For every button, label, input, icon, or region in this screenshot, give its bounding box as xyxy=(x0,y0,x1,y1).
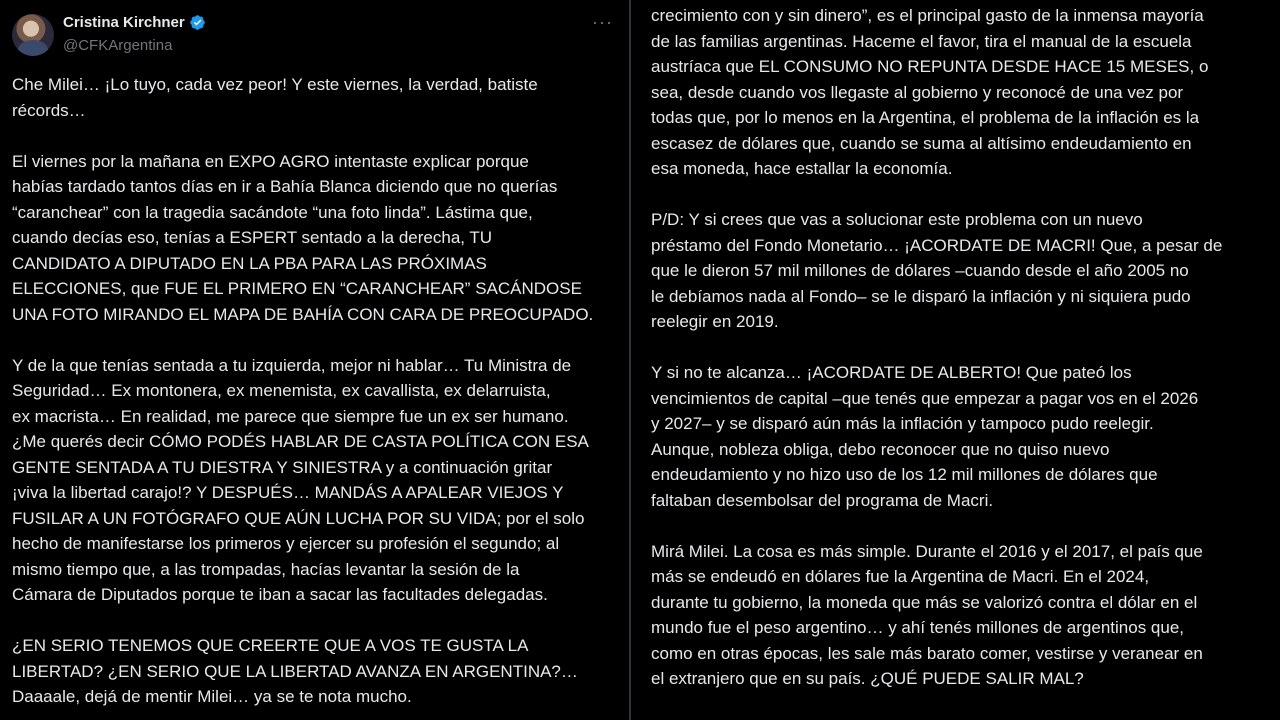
verified-badge-icon xyxy=(189,14,206,31)
more-options-icon[interactable]: ··· xyxy=(592,12,613,32)
tweet-paragraph: Che Milei… ¡Lo tuyo, cada vez peor! Y este viernes, la verdad, batiste récords… xyxy=(12,75,538,120)
tweet-panel-left xyxy=(0,0,628,720)
tweet-paragraph: ¿EN SERIO TENEMOS QUE CREERTE QUE A VOS TE GUSTA LA LIBERTAD? ¿EN SERIO QUE LA LIBERTAD AVANZA EN ARGENTINA?… Daaaale, dejá de mentir Milei… ya se te nota mucho. xyxy=(12,636,578,706)
author-handle[interactable]: @CFKArgentina xyxy=(63,37,173,54)
tweet-paragraph: El viernes por la mañana en EXPO AGRO intentaste explicar porque habías tardado tantos días en ir a Bahía Blanca diciendo que no querías “caranchear” con la tragedia sacándote “una foto linda”. Lástima que, cuando decías eso, tenías a ESPERT sentado a la derecha, TU CANDIDATO A DIPUTADO EN LA PBA PARA LAS PRÓXIMAS ELECCIONES, que FUE EL PRIMERO EN “CARANCHEAR” SACÁNDOSE UNA FOTO MIRANDO EL MAPA DE BAHÍA CON CARA DE PREOCUPADO. xyxy=(12,151,594,324)
author-row xyxy=(63,14,206,31)
avatar[interactable] xyxy=(12,14,54,56)
tweet-paragraph: crecimiento con y sin dinero”, es el principal gasto de la inmensa mayoría de las familias argentinas. Haceme el favor, tira el manual de la escuela austríaca que EL CONSUMO NO REPUNTA DESDE HACE 15 MESES, o sea, desde cuando vos llegaste al gobierno y reconocé de una vez por todas que, por lo menos en la Argentina, el problema de la inflación es la escasez de dólares que, cuando se suma al altísimo endeudamiento en esa moneda, hace estallar la economía. xyxy=(651,6,1209,178)
tweet-paragraph: P/D: Y si crees que vas a solucionar este problema con un nuevo préstamo del Fondo Monetario… ¡ACORDATE DE MACRI! Que, a pesar de que le dieron 57 mil millones de dólares –cuando desde el año 2005 no le debíamos nada al Fondo– se le disparó la inflación y ni siquiera pudo reelegir en 2019. xyxy=(651,210,1223,331)
panel-divider xyxy=(629,0,631,720)
tweet-paragraph: Mirá Milei. La cosa es más simple. Durante el 2016 y el 2017, el país que más se endeudó en dólares fue la Argentina de Macri. En el 2024, durante tu gobierno, la moneda que más se valorizó contra el dólar en el mundo fue el peso argentino… y ahí tenés millones de argentinos que, como en otras épocas, les sale más barato comer, vestirse y veranear en el extranjero que en su país. ¿QUÉ PUEDE SALIR MAL? xyxy=(651,541,1203,688)
author-name[interactable]: Cristina Kirchner xyxy=(63,14,185,31)
tweet-paragraph: Y de la que tenías sentada a tu izquierda, mejor ni hablar… Tu Ministra de Seguridad… Ex montonera, ex menemista, ex cavallista, ex delarruista, ex macrista… En realidad, me parece que siempre fue un ex ser humano. ¿Me querés decir CÓMO PODÉS HABLAR DE CASTA POLÍTICA CON ESA GENTE SENTADA A TU DIESTRA Y SINIESTRA y a continuación gritar ¡viva la libertad carajo!? Y DESPUÉS… MANDÁS A APALEAR VIEJOS Y FUSILAR A UN FOTÓGRAFO QUE AÚN LUCHA POR SU VIDA; por el solo hecho de manifestarse los primeros y ejercer su profesión el segundo; al mismo tiempo que, a las trompadas, hacías levantar la sesión de la Cámara de Diputados porque te iban a sacar las facultades delegadas. xyxy=(12,355,589,604)
tweet-paragraph: Y si no te alcanza… ¡ACORDATE DE ALBERTO! Que pateó los vencimientos de capital –que tenés que empezar a pagar vos en el 2026 y 2027– y se disparó aún más la inflación y tampoco pudo reelegir. Aunque, nobleza obliga, debo reconocer que no quiso nuevo endeudamiento y no hizo uso de los 12 mil millones de dólares que faltaban desembolsar del programa de Macri. xyxy=(651,363,1199,510)
tweet-text xyxy=(12,72,612,720)
tweet-text-continued xyxy=(651,3,1263,717)
tweet-panel-right xyxy=(632,0,1280,720)
